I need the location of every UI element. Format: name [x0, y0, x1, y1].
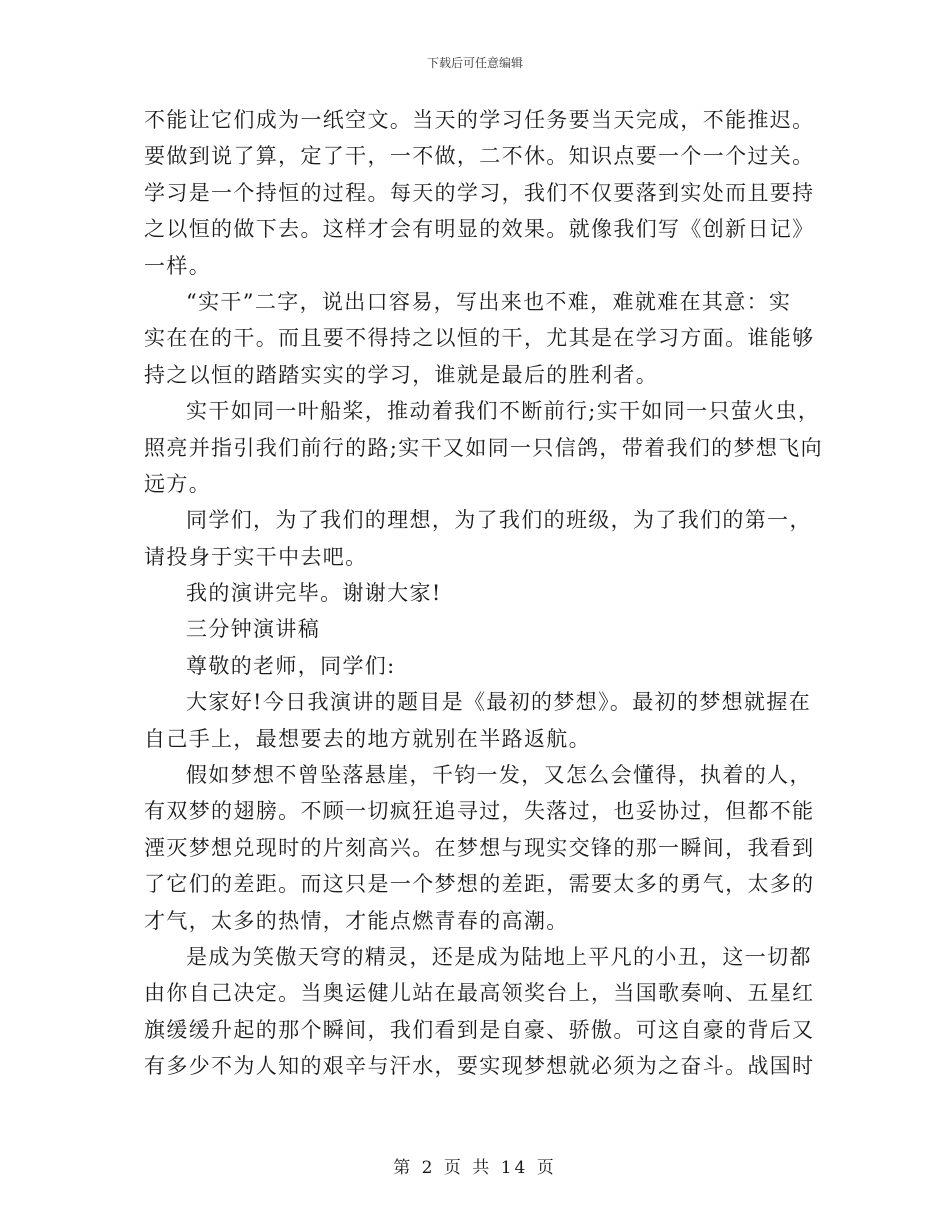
text-line: 大家好!今日我演讲的题目是《最初的梦想》。最初的梦想就握在 [186, 690, 812, 715]
text-line: 不能让它们成为一纸空文。当天的学习任务要当天完成，不能推迟。 [144, 108, 815, 132]
text-line: 尊敬的老师，同学们: [186, 653, 396, 678]
text-line: 是成为笑傲天穹的精灵，还是成为陆地上平凡的小丑，这一切都 [186, 944, 812, 969]
text-line: 持之以恒的踏踏实实的学习，谁就是最后的胜利者。 [144, 362, 659, 387]
text-line: 湮灭梦想兑现时的片刻高兴。在梦想与现实交锋的那一瞬间，我看到 [144, 835, 815, 860]
text-line: “实干”二字，说出口容易，写出来也不难，难就难在其意：实 [186, 289, 792, 314]
page-header-note: 下载后可任意编辑 [426, 56, 523, 70]
text-line: 同学们，为了我们的理想，为了我们的班级，为了我们的第一， [186, 508, 812, 533]
text-line: 请投身于实干中去吧。 [144, 544, 368, 569]
text-line: 一样。 [144, 253, 212, 278]
text-line: 之以恒的做下去。这样才会有明显的效果。就像我们写《创新日记》 [144, 217, 815, 242]
page-number-footer: 第 2 页 共 14 页 [393, 1158, 557, 1178]
text-line: 自己手上，最想要去的地方就别在半路返航。 [144, 726, 591, 751]
text-line: 远方。 [144, 471, 212, 496]
text-line: 假如梦想不曾坠落悬崖，千钧一发，又怎么会懂得，执着的人， [186, 763, 812, 788]
text-line: 旗缓缓升起的那个瞬间，我们看到是自豪、骄傲。可这自豪的背后又 [144, 1017, 815, 1042]
text-line: 由你自己决定。当奥运健儿站在最高领奖台上，当国歌奏响、五星红 [144, 981, 815, 1006]
text-line: 我的演讲完毕。谢谢大家! [186, 581, 442, 606]
text-line: 才气，太多的热情，才能点燃青春的高潮。 [144, 908, 569, 933]
text-line: 照亮并指引我们前行的路;实干又如同一只信鸽，带着我们的梦想飞向 [144, 435, 823, 460]
text-line: 实干如同一叶船桨，推动着我们不断前行;实干如同一只萤火虫， [186, 399, 821, 424]
text-line: 实在在的干。而且要不得持之以恒的干，尤其是在学习方面。谁能够 [144, 326, 815, 351]
text-line: 要做到说了算，定了干，一不做，二不休。知识点要一个一个过关。 [144, 144, 815, 169]
text-line: 学习是一个持恒的过程。每天的学习，我们不仅要落到实处而且要持 [144, 180, 815, 205]
text-line: 了它们的差距。而这只是一个梦想的差距，需要太多的勇气，太多的 [144, 872, 815, 897]
document-body [144, 102, 823, 1085]
text-line: 三分钟演讲稿 [186, 617, 321, 642]
text-line: 有双梦的翅膀。不顾一切疯狂追寻过，失落过，也妥协过，但都不能 [144, 799, 815, 824]
text-line: 有多少不为人知的艰辛与汗水，要实现梦想就必须为之奋斗。战国时 [144, 1054, 815, 1079]
